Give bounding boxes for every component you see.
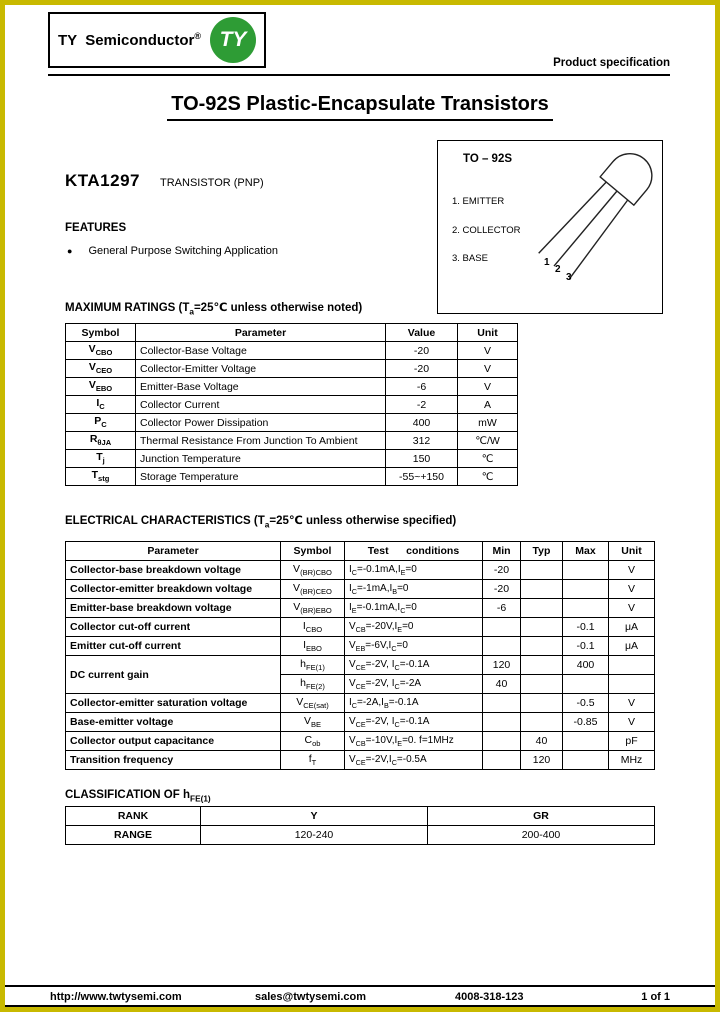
rank-cell: Y: [201, 807, 428, 826]
classification-table: [65, 806, 655, 845]
typ-cell: [521, 561, 563, 580]
table-row: [66, 656, 655, 675]
unit-cell: ℃: [458, 450, 518, 468]
feature-text: General Purpose Switching Application: [88, 245, 278, 257]
value-cell: -6: [386, 378, 458, 396]
unit-cell: V: [458, 360, 518, 378]
package-box: [437, 140, 663, 314]
symbol-cell: $V_{CE(sat)}$: [281, 694, 345, 713]
typ-cell: [521, 618, 563, 637]
parameter-cell: Emitter-Base Voltage: [136, 378, 386, 396]
min-cell: -6: [483, 599, 521, 618]
rank-label-cell: RANK: [66, 807, 201, 826]
symbol-cell: $T_{stg}$: [66, 468, 136, 486]
parameter-cell: Collector-emitter saturation voltage: [66, 694, 281, 713]
conditions-cell: $V_{CE}=-2V$, $I_C=-0.1A$: [345, 656, 483, 675]
conditions-cell: $V_{CB}=-10V,I_E=0$. f=1MHz: [345, 732, 483, 751]
unit-cell: [609, 675, 655, 694]
unit-cell: V: [609, 599, 655, 618]
unit-cell: ℃/W: [458, 432, 518, 450]
typ-cell: [521, 637, 563, 656]
features-heading: FEATURES: [65, 222, 127, 234]
unit-cell: V: [609, 561, 655, 580]
pin-label-emitter: 1. EMITTER: [452, 196, 505, 207]
table-row: [66, 599, 655, 618]
min-cell: [483, 751, 521, 770]
max-ratings-table: [65, 323, 518, 486]
symbol-cell: $V_{EBO}$: [66, 378, 136, 396]
parameter-cell: Collector output capacitance: [66, 732, 281, 751]
max-cell: 400: [563, 656, 609, 675]
footer-rule-bottom: [5, 1005, 715, 1007]
range-label-cell: RANGE: [66, 826, 201, 845]
footer-url: http://www.twtysemi.com: [50, 991, 182, 1003]
parameter-cell: Base-emitter voltage: [66, 713, 281, 732]
max-cell: [563, 751, 609, 770]
symbol-cell: $C_{ob}$: [281, 732, 345, 751]
symbol-cell: $V_{(BR)EBO}$: [281, 599, 345, 618]
value-cell: -20: [386, 342, 458, 360]
conditions-cell: $I_C=-0.1mA,I_E=0$: [345, 561, 483, 580]
table-row: [66, 414, 518, 432]
conditions-cell: $V_{CE}=-2V$, $I_C=-2A$: [345, 675, 483, 694]
rank-cell: GR: [428, 807, 655, 826]
min-cell: -20: [483, 580, 521, 599]
part-type: TRANSISTOR (PNP): [160, 177, 264, 189]
electrical-heading: ELECTRICAL CHARACTERISTICS ($T_a=25℃$ unless otherwise specified): [65, 515, 457, 530]
col-header-parameter: Parameter: [136, 324, 386, 342]
max-cell: -0.1: [563, 618, 609, 637]
symbol-cell: $V_{BE}$: [281, 713, 345, 732]
logo-text: TY Semiconductor®: [57, 31, 202, 49]
range-cell: 200-400: [428, 826, 655, 845]
typ-cell: [521, 694, 563, 713]
conditions-cell: $I_C=-1mA,I_B=0$: [345, 580, 483, 599]
symbol-cell: $I_C$: [66, 396, 136, 414]
typ-cell: [521, 656, 563, 675]
conditions-cell: $I_E=-0.1mA,I_C=0$: [345, 599, 483, 618]
logo-box: [48, 12, 266, 68]
table-row: [66, 751, 655, 770]
col-header-symbol: Symbol: [66, 324, 136, 342]
pin-number-3: 3: [566, 272, 572, 283]
table-row: [66, 342, 518, 360]
conditions-cell: $V_{CB}=-20V,I_E=0$: [345, 618, 483, 637]
unit-cell: μA: [609, 637, 655, 656]
parameter-cell: Collector Power Dissipation: [136, 414, 386, 432]
footer-phone: 4008-318-123: [455, 991, 524, 1003]
col-header-typ: Typ: [521, 542, 563, 561]
range-cell: 120-240: [201, 826, 428, 845]
parameter-cell: Collector-base breakdown voltage: [66, 561, 281, 580]
parameter-cell: DC current gain: [66, 656, 281, 694]
symbol-cell: $f_T$: [281, 751, 345, 770]
pin-number-1: 1: [544, 257, 550, 268]
value-cell: 150: [386, 450, 458, 468]
symbol-cell: $I_{EBO}$: [281, 637, 345, 656]
unit-cell: V: [609, 694, 655, 713]
table-row: [66, 694, 655, 713]
col-header-test-conditions: Test conditions: [345, 542, 483, 561]
table-row: [66, 360, 518, 378]
symbol-cell: $V_{CEO}$: [66, 360, 136, 378]
value-cell: -20: [386, 360, 458, 378]
symbol-cell: $R_{\theta JA}$: [66, 432, 136, 450]
col-header-max: Max: [563, 542, 609, 561]
symbol-cell: $V_{(BR)CBO}$: [281, 561, 345, 580]
min-cell: 120: [483, 656, 521, 675]
typ-cell: 120: [521, 751, 563, 770]
table-row: [66, 713, 655, 732]
product-spec-label: Product specification: [553, 57, 670, 69]
value-cell: 312: [386, 432, 458, 450]
table-header-row: [66, 542, 655, 561]
unit-cell: V: [609, 713, 655, 732]
symbol-cell: $P_C$: [66, 414, 136, 432]
conditions-cell: $I_C=-2A,I_B=-0.1A$: [345, 694, 483, 713]
conditions-cell: $V_{CE}=-2V$, $I_C=-0.1A$: [345, 713, 483, 732]
table-row: [66, 378, 518, 396]
classification-heading: CLASSIFICATION OF $h_{FE(1)}$: [65, 789, 211, 804]
col-header-unit: Unit: [458, 324, 518, 342]
parameter-cell: Transition frequency: [66, 751, 281, 770]
max-ratings-heading: MAXIMUM RATINGS ($T_a=25℃$ unless otherwise noted): [65, 302, 363, 317]
feature-item: [67, 245, 278, 257]
max-cell: [563, 599, 609, 618]
symbol-cell: $h_{FE(2)}$: [281, 675, 345, 694]
part-row: [65, 171, 264, 191]
value-cell: -55~+150: [386, 468, 458, 486]
to92-package-drawing: [500, 141, 660, 311]
unit-cell: pF: [609, 732, 655, 751]
symbol-cell: $h_{FE(1)}$: [281, 656, 345, 675]
conditions-cell: $V_{EB}=-6V,I_C=0$: [345, 637, 483, 656]
parameter-cell: Junction Temperature: [136, 450, 386, 468]
parameter-cell: Emitter cut-off current: [66, 637, 281, 656]
typ-cell: [521, 675, 563, 694]
unit-cell: V: [609, 580, 655, 599]
symbol-cell: $V_{CBO}$: [66, 342, 136, 360]
table-row: [66, 618, 655, 637]
symbol-cell: $V_{(BR)CEO}$: [281, 580, 345, 599]
pin-number-2: 2: [555, 264, 561, 275]
parameter-cell: Collector-emitter breakdown voltage: [66, 580, 281, 599]
footer-rule-top: [5, 985, 715, 987]
col-header-parameter: Parameter: [66, 542, 281, 561]
max-cell: [563, 675, 609, 694]
parameter-cell: Collector cut-off current: [66, 618, 281, 637]
max-cell: [563, 561, 609, 580]
table-row: [66, 396, 518, 414]
footer-email: sales@twtysemi.com: [255, 991, 366, 1003]
unit-cell: μA: [609, 618, 655, 637]
typ-cell: 40: [521, 732, 563, 751]
unit-cell: [609, 656, 655, 675]
unit-cell: A: [458, 396, 518, 414]
table-row: [66, 450, 518, 468]
max-cell: -0.85: [563, 713, 609, 732]
unit-cell: V: [458, 342, 518, 360]
max-cell: -0.1: [563, 637, 609, 656]
table-row: [66, 432, 518, 450]
parameter-cell: Emitter-base breakdown voltage: [66, 599, 281, 618]
page-title: TO-92S Plastic-Encapsulate Transistors: [167, 93, 553, 121]
max-cell: [563, 732, 609, 751]
col-header-value: Value: [386, 324, 458, 342]
min-cell: -20: [483, 561, 521, 580]
typ-cell: [521, 713, 563, 732]
max-cell: [563, 580, 609, 599]
value-cell: 400: [386, 414, 458, 432]
title-wrap: [5, 93, 715, 121]
min-cell: [483, 618, 521, 637]
col-header-unit: Unit: [609, 542, 655, 561]
value-cell: -2: [386, 396, 458, 414]
table-header-row: [66, 324, 518, 342]
parameter-cell: Thermal Resistance From Junction To Ambient: [136, 432, 386, 450]
min-cell: [483, 694, 521, 713]
typ-cell: [521, 599, 563, 618]
symbol-cell: $I_{CBO}$: [281, 618, 345, 637]
typ-cell: [521, 580, 563, 599]
parameter-cell: Collector Current: [136, 396, 386, 414]
pin-label-base: 3. BASE: [452, 253, 488, 264]
table-row: [66, 732, 655, 751]
table-row: [66, 468, 518, 486]
min-cell: [483, 637, 521, 656]
min-cell: [483, 732, 521, 751]
col-header-symbol: Symbol: [281, 542, 345, 561]
max-cell: -0.5: [563, 694, 609, 713]
pin-label-collector: 2. COLLECTOR: [452, 225, 521, 236]
min-cell: [483, 713, 521, 732]
table-row: [66, 561, 655, 580]
col-header-min: Min: [483, 542, 521, 561]
part-number: KTA1297: [65, 171, 140, 190]
electrical-characteristics-table: [65, 541, 655, 770]
min-cell: 40: [483, 675, 521, 694]
conditions-cell: $V_{CE}=-2V,I_C=-0.5A$: [345, 751, 483, 770]
unit-cell: ℃: [458, 468, 518, 486]
table-row: [66, 580, 655, 599]
table-row: [66, 807, 655, 826]
unit-cell: V: [458, 378, 518, 396]
unit-cell: mW: [458, 414, 518, 432]
table-row: [66, 637, 655, 656]
header-rule: [48, 74, 670, 76]
parameter-cell: Collector-Base Voltage: [136, 342, 386, 360]
footer-page-number: 1 of 1: [641, 991, 670, 1003]
symbol-cell: $T_j$: [66, 450, 136, 468]
parameter-cell: Storage Temperature: [136, 468, 386, 486]
package-title: TO – 92S: [463, 153, 513, 165]
bullet-icon: ●: [67, 245, 73, 256]
table-row: [66, 826, 655, 845]
unit-cell: MHz: [609, 751, 655, 770]
ty-logo-badge: TY: [210, 17, 256, 63]
parameter-cell: Collector-Emitter Voltage: [136, 360, 386, 378]
